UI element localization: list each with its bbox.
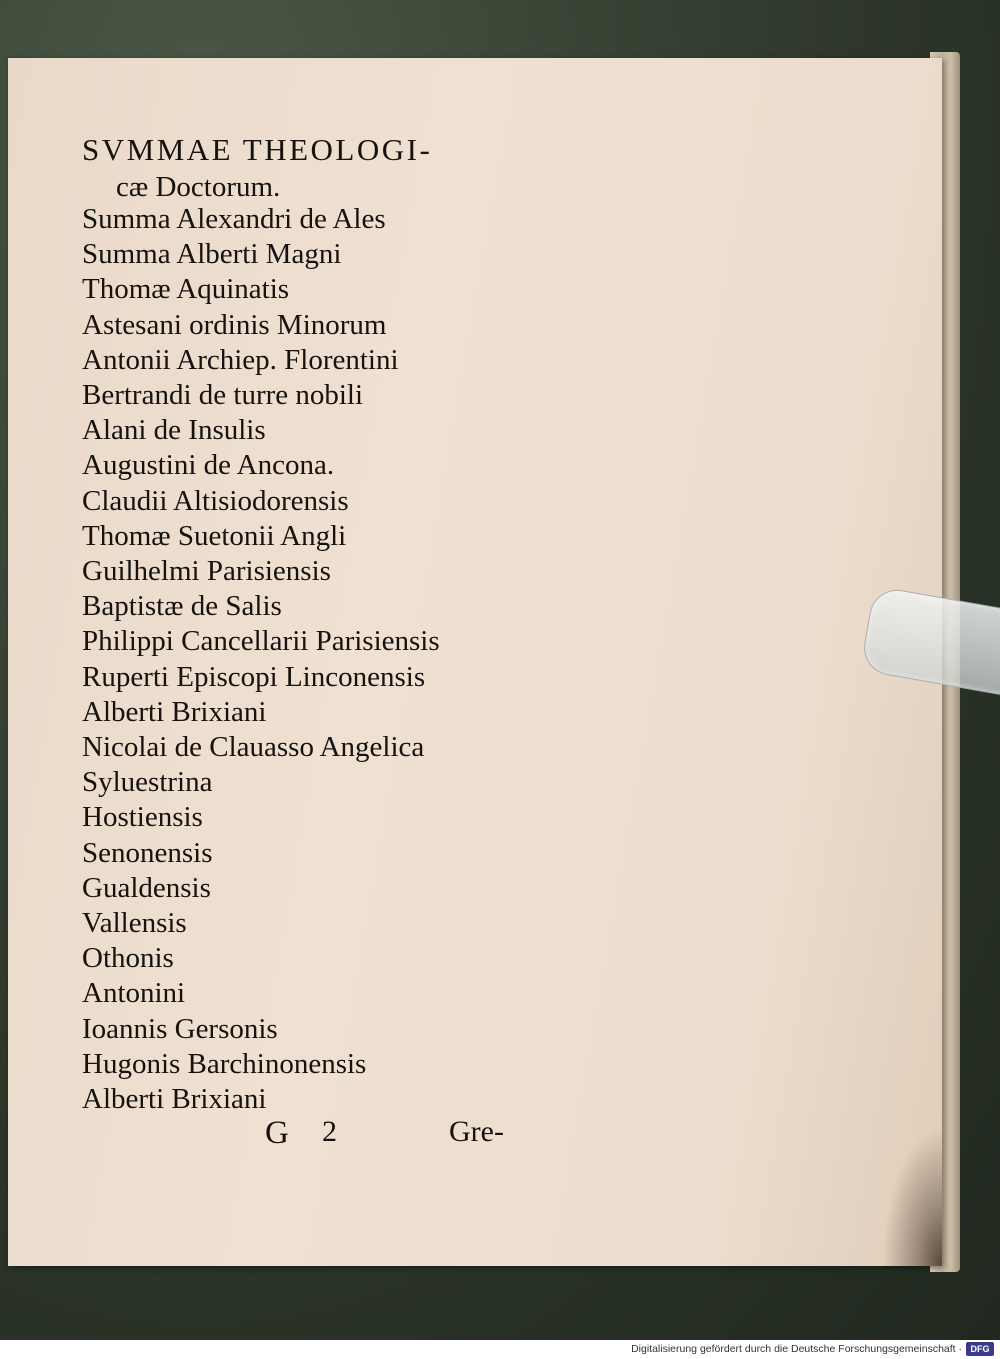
dfg-logo-icon: DFG — [966, 1342, 994, 1356]
list-item: Antonii Archiep. Florentini — [82, 343, 399, 376]
list-item: Othonis — [82, 942, 174, 975]
list-item: Guilhelmi Parisiensis — [82, 555, 331, 588]
list-item: Philippi Cancellarii Parisiensis — [82, 625, 440, 658]
page-heading: SVMMAE THEOLOGI- — [82, 132, 433, 167]
list-item: Nicolai de Clauasso Angelica — [82, 731, 425, 764]
list-item: Hostiensis — [82, 801, 203, 834]
list-item: Claudii Altisiodorensis — [82, 484, 349, 517]
folio-number: 2 — [322, 1115, 337, 1148]
list-item: Astesani ordinis Minorum — [82, 308, 387, 341]
list-item: Syluestrina — [82, 766, 213, 799]
list-item: Baptistæ de Salis — [82, 590, 282, 623]
list-item: Summa Alexandri de Ales — [82, 203, 386, 235]
list-item: Thomæ Aquinatis — [82, 273, 290, 306]
list-item: Ruperti Episcopi Linconensis — [82, 660, 426, 693]
list-item: Hugonis Barchinonensis — [82, 1047, 367, 1080]
list-item: Alberti Brixiani — [82, 695, 267, 728]
list-item: Alani de Insulis — [82, 414, 266, 447]
catchword: Gre- — [449, 1115, 504, 1148]
list-item: Antonini — [82, 977, 186, 1010]
list-item: Ioannis Gersonis — [82, 1012, 278, 1045]
printed-text-block — [82, 128, 440, 1117]
entry-list — [82, 202, 440, 1117]
list-item: Summa Alberti Magni — [82, 238, 342, 271]
list-item: Augustini de Ancona. — [82, 449, 335, 482]
list-item: Gualdensis — [82, 871, 211, 904]
page-subheading: cæ Doctorum. — [116, 171, 281, 203]
signature-mark: G — [265, 1115, 289, 1151]
list-item: Senonensis — [82, 836, 213, 869]
list-item: Alberti Brixiani — [82, 1083, 267, 1116]
list-item: Bertrandi de turre nobili — [82, 379, 364, 412]
bleed-through-text — [720, 66, 960, 1051]
credit-bar — [0, 1340, 1000, 1359]
credit-text: Digitalisierung gefördert durch die Deutsche Forschungsgemeinschaft · — [631, 1343, 962, 1355]
list-item: Thomæ Suetonii Angli — [82, 519, 347, 552]
list-item: Vallensis — [82, 907, 187, 940]
